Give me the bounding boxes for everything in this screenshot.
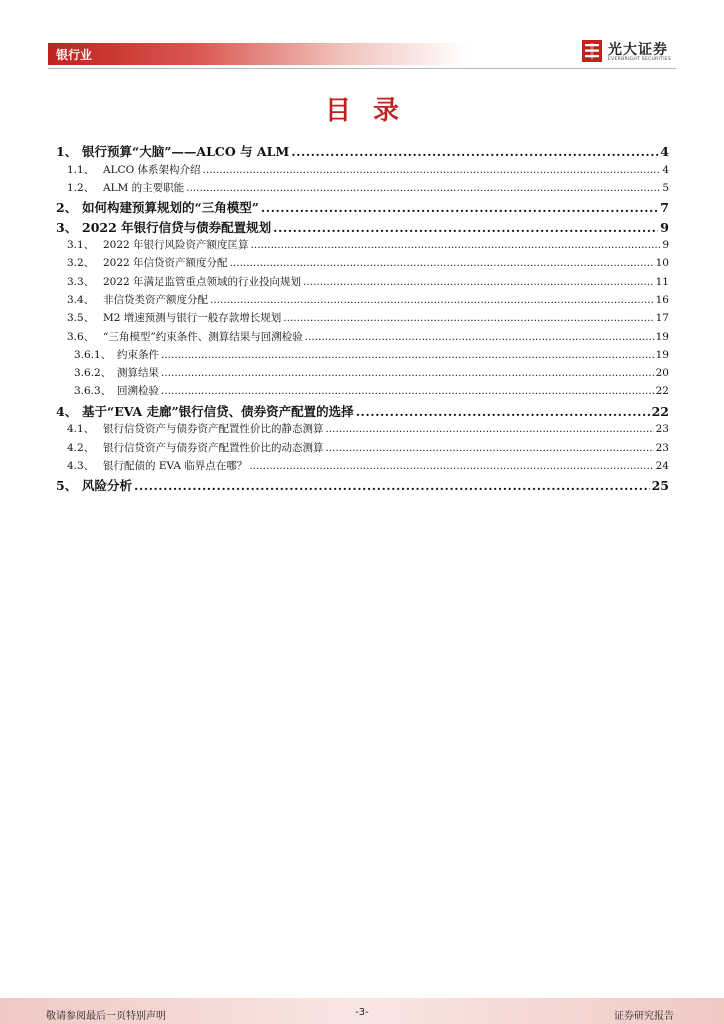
- toc-entry-page: 7: [660, 200, 669, 216]
- toc-entry[interactable]: [56, 255, 669, 273]
- toc-entry-page: 10: [655, 257, 669, 270]
- toc-leader-dots: [203, 164, 661, 176]
- toc-entry-page: 22: [651, 403, 669, 419]
- toc-entry-number: 3.6.3、: [74, 385, 112, 398]
- toc-entry-page: 4: [662, 163, 669, 176]
- toc-title: 目录: [324, 96, 421, 126]
- logo-mark-icon: [582, 40, 602, 62]
- toc-entry-number: 3.3、: [67, 275, 95, 288]
- toc-entry-page: 5: [662, 181, 669, 194]
- toc-entry[interactable]: [56, 402, 669, 422]
- toc-leader-dots: [261, 200, 658, 215]
- toc-entry-title: 2022 年银行风险资产额度匡算: [103, 239, 249, 252]
- toc-entry-number: 4.1、: [67, 423, 95, 436]
- toc-entry[interactable]: [56, 180, 669, 198]
- toc-entry-page: 22: [655, 385, 669, 398]
- header-divider: [48, 68, 676, 69]
- toc-entry[interactable]: [56, 274, 669, 292]
- toc-leader-dots: [161, 367, 654, 379]
- toc-entry-page: 19: [655, 348, 669, 361]
- toc-entry[interactable]: [56, 421, 669, 439]
- toc-entry[interactable]: [56, 218, 669, 238]
- toc-leader-dots: [161, 349, 654, 361]
- toc-entry-number: 1、: [56, 144, 78, 159]
- toc-entry-page: 24: [655, 459, 669, 472]
- toc-entry-title: M2 增速预测与银行一般存款增长规划: [103, 312, 282, 325]
- toc-leader-dots: [305, 331, 654, 343]
- toc-entry[interactable]: [56, 198, 669, 218]
- toc-leader-dots: [161, 385, 654, 397]
- toc-entry-title: 银行预算“大脑”——ALCO 与 ALM: [82, 144, 290, 159]
- toc-entry-page: 25: [651, 478, 669, 494]
- toc-leader-dots: [230, 257, 654, 269]
- toc-entry-title: 回溯检验: [117, 385, 159, 398]
- toc-entry[interactable]: [56, 162, 669, 180]
- toc-entry-page: 16: [655, 293, 669, 306]
- footer-report-type: 证券研究报告: [614, 1011, 674, 1022]
- header-section-band: [48, 43, 468, 65]
- toc-entry[interactable]: [56, 476, 669, 496]
- table-of-contents: [56, 142, 669, 496]
- toc-leader-dots: [291, 144, 658, 159]
- toc-entry-title: 银行信贷资产与债券资产配置性价比的静态测算: [103, 423, 324, 436]
- toc-entry-page: 4: [660, 144, 669, 159]
- toc-entry[interactable]: [56, 142, 669, 162]
- toc-entry[interactable]: [56, 458, 669, 476]
- toc-entry-page: 9: [660, 219, 669, 235]
- toc-entry[interactable]: [56, 292, 669, 310]
- toc-entry-page: 11: [655, 275, 669, 288]
- toc-entry-number: 4、: [56, 403, 78, 419]
- toc-entry[interactable]: [56, 237, 669, 255]
- toc-entry[interactable]: [56, 310, 669, 328]
- footer-disclaimer: 敬请参阅最后一页特别声明: [46, 1011, 166, 1022]
- toc-entry-title: 基于“EVA 走廊”银行信贷、债券资产配置的选择: [82, 403, 354, 419]
- toc-entry-number: 3.6.1、: [74, 348, 112, 361]
- toc-entry-number: 3、: [56, 219, 78, 235]
- toc-entry-number: 3.2、: [67, 257, 95, 270]
- toc-entry-number: 3.1、: [67, 239, 95, 252]
- toc-entry-page: 9: [662, 239, 669, 252]
- toc-entry-number: 4.3、: [67, 459, 95, 472]
- toc-entry-number: 3.4、: [67, 293, 95, 306]
- toc-leader-dots: [249, 460, 653, 472]
- toc-entry[interactable]: [56, 365, 669, 383]
- toc-leader-dots: [210, 294, 654, 306]
- toc-entry-page: 20: [655, 367, 669, 380]
- toc-leader-dots: [326, 423, 654, 435]
- toc-entry-number: 3.5、: [67, 312, 95, 325]
- toc-leader-dots: [273, 220, 658, 235]
- toc-entry-number: 1.1、: [67, 163, 95, 176]
- toc-entry-title: 风险分析: [82, 478, 133, 494]
- toc-entry-title: 2022 年满足监管重点领域的行业投向规划: [103, 275, 302, 288]
- toc-entry-page: 23: [655, 441, 669, 454]
- toc-entry-title: ALCO 体系架构介绍: [103, 163, 201, 176]
- toc-leader-dots: [303, 276, 654, 288]
- toc-entry-title: “三角模型”约束条件、测算结果与回溯检验: [103, 330, 303, 343]
- toc-entry-page: 23: [655, 423, 669, 436]
- toc-entry-number: 3.6.2、: [74, 367, 112, 380]
- toc-entry-title: 如何构建预算规划的“三角模型”: [82, 200, 259, 216]
- toc-entry-title: 2022 年信贷资产额度分配: [103, 257, 228, 270]
- toc-entry-title: 测算结果: [117, 367, 159, 380]
- toc-entry[interactable]: [56, 329, 669, 347]
- toc-leader-dots: [326, 442, 654, 454]
- toc-entry-title: ALM 的主要职能: [103, 181, 185, 194]
- toc-entry[interactable]: [56, 347, 669, 365]
- toc-entry-number: 5、: [56, 478, 78, 494]
- logo-name-en: EVERBRIGHT SECURITIES: [608, 57, 672, 62]
- toc-entry[interactable]: [56, 383, 669, 401]
- toc-entry-title: 约束条件: [117, 348, 159, 361]
- toc-leader-dots: [134, 478, 650, 493]
- toc-entry-title: 银行信贷资产与债券资产配置性价比的动态测算: [103, 441, 324, 454]
- toc-entry-title: 非信贷类资产额度分配: [103, 293, 208, 306]
- toc-leader-dots: [356, 404, 650, 419]
- toc-entry-title: 银行配债的 EVA 临界点在哪？: [103, 459, 248, 472]
- toc-entry-page: 17: [655, 312, 669, 325]
- footer-page-number: -3-: [355, 1007, 369, 1018]
- company-logo: [582, 38, 682, 66]
- logo-name-cn: 光大证券: [608, 42, 668, 58]
- section-label: 银行业: [56, 48, 93, 62]
- toc-entry-number: 4.2、: [67, 441, 95, 454]
- toc-entry-title: 2022 年银行信贷与债券配置规划: [82, 219, 272, 235]
- toc-entry-number: 2、: [56, 200, 78, 216]
- toc-leader-dots: [283, 312, 653, 324]
- toc-entry[interactable]: [56, 440, 669, 458]
- toc-entry-number: 3.6、: [67, 330, 95, 343]
- toc-leader-dots: [186, 182, 660, 194]
- toc-leader-dots: [251, 239, 661, 251]
- toc-entry-page: 19: [655, 330, 669, 343]
- toc-entry-number: 1.2、: [67, 181, 95, 194]
